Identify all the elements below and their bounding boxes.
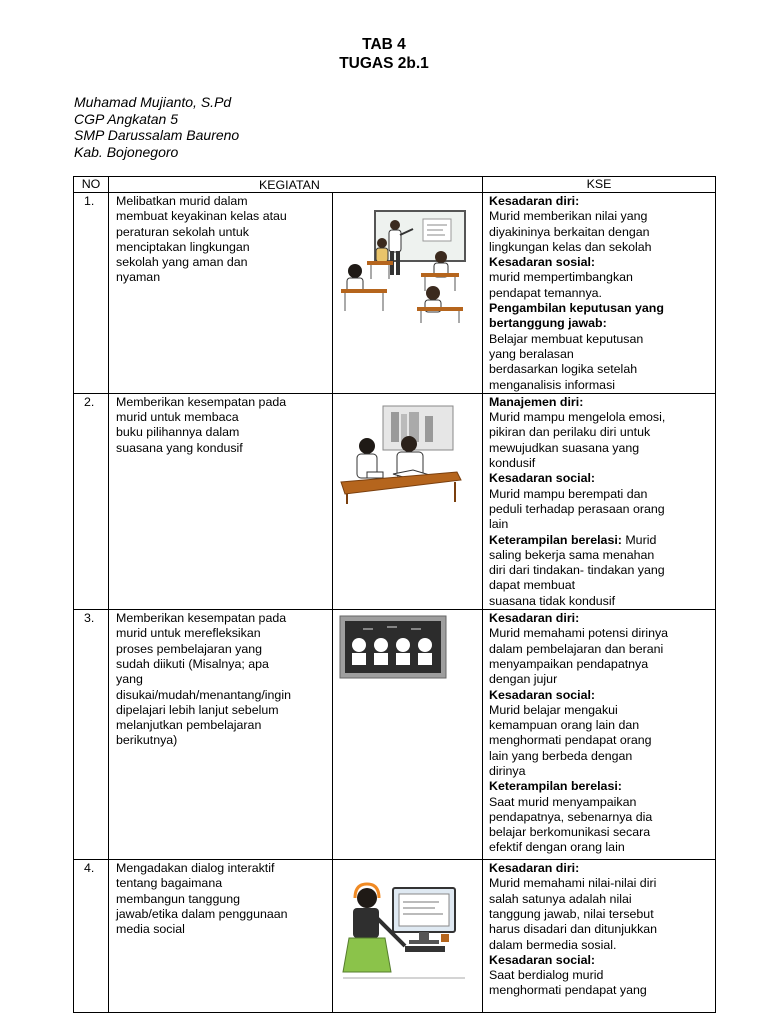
row-number: 4. — [74, 860, 109, 1013]
kegiatan-cell — [109, 860, 333, 1013]
kegiatan-line: nyaman — [116, 270, 161, 285]
kse-text: dengan jujur — [489, 672, 558, 687]
kegiatan-line: Mengadakan dialog interaktif — [116, 861, 275, 876]
kse-heading: Keterampilan berelasi: — [489, 779, 622, 794]
row-number: 2. — [74, 393, 109, 609]
kse-text: Murid mampu mengelola emosi, — [489, 410, 666, 425]
kegiatan-line: membangun tanggung — [116, 891, 241, 906]
kse-cell — [483, 393, 716, 609]
kegiatan-line: berikutnya) — [116, 733, 178, 748]
header-kse: KSE — [483, 177, 716, 193]
kse-cell — [483, 610, 716, 860]
kegiatan-line: dipelajari lebih lanjut sebelum — [116, 702, 279, 717]
kse-text: suasana tidak kondusif — [489, 593, 616, 608]
kegiatan-line: yang — [116, 672, 143, 687]
kse-heading: Pengambilan keputusan yang — [489, 301, 664, 316]
kse-heading: Kesadaran sosial: — [489, 255, 596, 270]
kegiatan-line: buku pilihannya dalam — [116, 425, 240, 440]
kegiatan-line: suasana yang kondusif — [116, 440, 243, 455]
doc-title-tugas: TUGAS 2b.1 — [339, 55, 429, 72]
kse-text: saling bekerja sama menahan — [489, 547, 655, 562]
kse-heading: Kesadaran social: — [489, 952, 596, 967]
kse-heading: Kesadaran diri: — [489, 611, 580, 626]
computer-user-illustration — [339, 874, 469, 994]
kse-line — [489, 533, 715, 548]
table-row — [74, 393, 716, 609]
kse-text: lain yang berbeda dengan — [489, 748, 633, 763]
illustration-cell — [333, 610, 483, 860]
kegiatan-line: proses pembelajaran yang — [116, 641, 263, 656]
kse-text: efektif dengan orang lain — [489, 840, 625, 855]
teacher-classroom-illustration — [337, 199, 469, 323]
kse-text: Murid memberikan nilai yang — [489, 209, 648, 224]
kse-text: Saat berdialog murid — [489, 968, 604, 983]
kse-text: belajar berkomunikasi secara — [489, 825, 651, 840]
kse-text: dalam bermedia sosial. — [489, 937, 617, 952]
kse-text: kemampuan orang lain dan — [489, 718, 640, 733]
kegiatan-line: media social — [116, 922, 185, 937]
kegiatan-line: Memberikan kesempatan pada — [116, 611, 287, 626]
kse-cell — [483, 193, 716, 394]
kegiatan-line: sekolah yang aman dan — [116, 255, 248, 270]
kse-text: pendapatnya, sebenarnya dia — [489, 809, 653, 824]
kse-text: Murid mampu berempati dan — [489, 486, 648, 501]
kse-text: dirinya — [489, 763, 526, 778]
kse-heading: Kesadaran diri: — [489, 861, 580, 876]
kse-text: Murid belajar mengakui — [489, 702, 618, 717]
header-kegiatan — [109, 177, 483, 193]
table-header-row — [74, 177, 716, 193]
kegiatan-cell — [109, 393, 333, 609]
kse-text: menyampaikan pendapatnya — [489, 656, 649, 671]
kse-text: diri dari tindakan- tindakan yang — [489, 563, 665, 578]
illustration-cell — [333, 393, 483, 609]
kse-text: Belajar membuat keputusan — [489, 331, 644, 346]
kse-text: yang beralasan — [489, 346, 574, 361]
kse-text: pendapat temannya. — [489, 285, 602, 300]
kse-text: Murid — [621, 532, 657, 547]
kse-cell — [483, 860, 716, 1013]
kegiatan-line: murid untuk merefleksikan — [116, 626, 261, 641]
kse-heading: Keterampilan berelasi: — [489, 532, 622, 547]
kse-heading: bertanggung jawab: — [489, 316, 607, 331]
kegiatan-line: menciptakan lingkungan — [116, 239, 250, 254]
kse-text: Murid memahami nilai-nilai diri — [489, 876, 657, 891]
kegiatan-line: murid untuk membaca — [116, 410, 239, 425]
row-number: 1. — [74, 193, 109, 394]
kse-heading: Kesadaran social: — [489, 471, 596, 486]
kegiatan-line: sudah diikuti (Misalnya; apa — [116, 656, 269, 671]
kse-text: dapat membuat — [489, 578, 576, 593]
kse-text: diyakininya berkaitan dengan — [489, 224, 650, 239]
kse-text: Saat murid menyampaikan — [489, 794, 637, 809]
kegiatan-cell — [109, 193, 333, 394]
table-row — [74, 610, 716, 860]
kegiatan-line: jawab/etika dalam penggunaan — [116, 906, 288, 921]
kegiatan-line: Memberikan kesempatan pada — [116, 394, 287, 409]
chalkboard-faces-illustration — [339, 615, 447, 679]
kse-heading: Kesadaran social: — [489, 687, 596, 702]
kse-text: menghormati pendapat yang — [489, 983, 647, 998]
kse-text: lain — [489, 517, 509, 532]
author-school: SMP Darussalam Baureno — [74, 127, 240, 143]
kse-text: dalam pembelajaran dan berani — [489, 641, 664, 656]
kse-text: kondusif — [489, 456, 536, 471]
kse-text: murid mempertimbangkan — [489, 270, 633, 285]
kse-text: peduli terhadap perasaan orang — [489, 501, 665, 516]
kse-text: berdasarkan logika setelah — [489, 362, 638, 377]
author-program: CGP Angkatan 5 — [74, 110, 179, 127]
author-name: Muhamad Mujianto, S.Pd — [74, 94, 232, 110]
doc-title-tab: TAB 4 — [362, 36, 406, 53]
kse-text: Murid memahami potensi dirinya — [489, 626, 669, 641]
row-number: 3. — [74, 610, 109, 860]
kse-heading: Kesadaran diri: — [489, 194, 580, 208]
kse-text: harus disadari dan ditunjukkan — [489, 922, 658, 937]
kegiatan-line: Melibatkan murid dalam — [116, 194, 248, 208]
kse-text: lingkungan kelas dan sekolah — [489, 239, 652, 254]
kegiatan-line: membuat keyakinan kelas atau — [116, 209, 287, 224]
kse-text: menganalisis informasi — [489, 377, 616, 392]
kegiatan-line: tentang bagaimana — [116, 876, 223, 891]
author-region: Kab. Bojonegoro — [74, 143, 179, 160]
kse-text: mewujudkan suasana yang — [489, 440, 640, 455]
kegiatan-cell — [109, 610, 333, 860]
activity-table — [73, 176, 716, 1013]
table-row — [74, 860, 716, 1013]
kse-text: tanggung jawab, nilai tersebut — [489, 906, 654, 921]
table-row — [74, 193, 716, 394]
kse-text: pikiran dan perilaku diri untuk — [489, 425, 651, 440]
header-kegiatan-label: KEGIATAN — [259, 178, 320, 192]
students-reading-illustration — [337, 402, 465, 506]
kse-text: salah satunya adalah nilai — [489, 891, 632, 906]
author-block — [74, 94, 239, 160]
illustration-cell — [333, 860, 483, 1013]
kse-heading: Manajemen diri: — [489, 394, 584, 409]
illustration-cell — [333, 193, 483, 394]
kegiatan-line: disukai/mudah/menantang/ingin — [116, 687, 291, 702]
kse-text: menghormati pendapat orang — [489, 733, 652, 748]
kegiatan-line: peraturan sekolah untuk — [116, 224, 249, 239]
header-no: NO — [74, 177, 109, 193]
kegiatan-line: melanjutkan pembelajaran — [116, 718, 262, 733]
